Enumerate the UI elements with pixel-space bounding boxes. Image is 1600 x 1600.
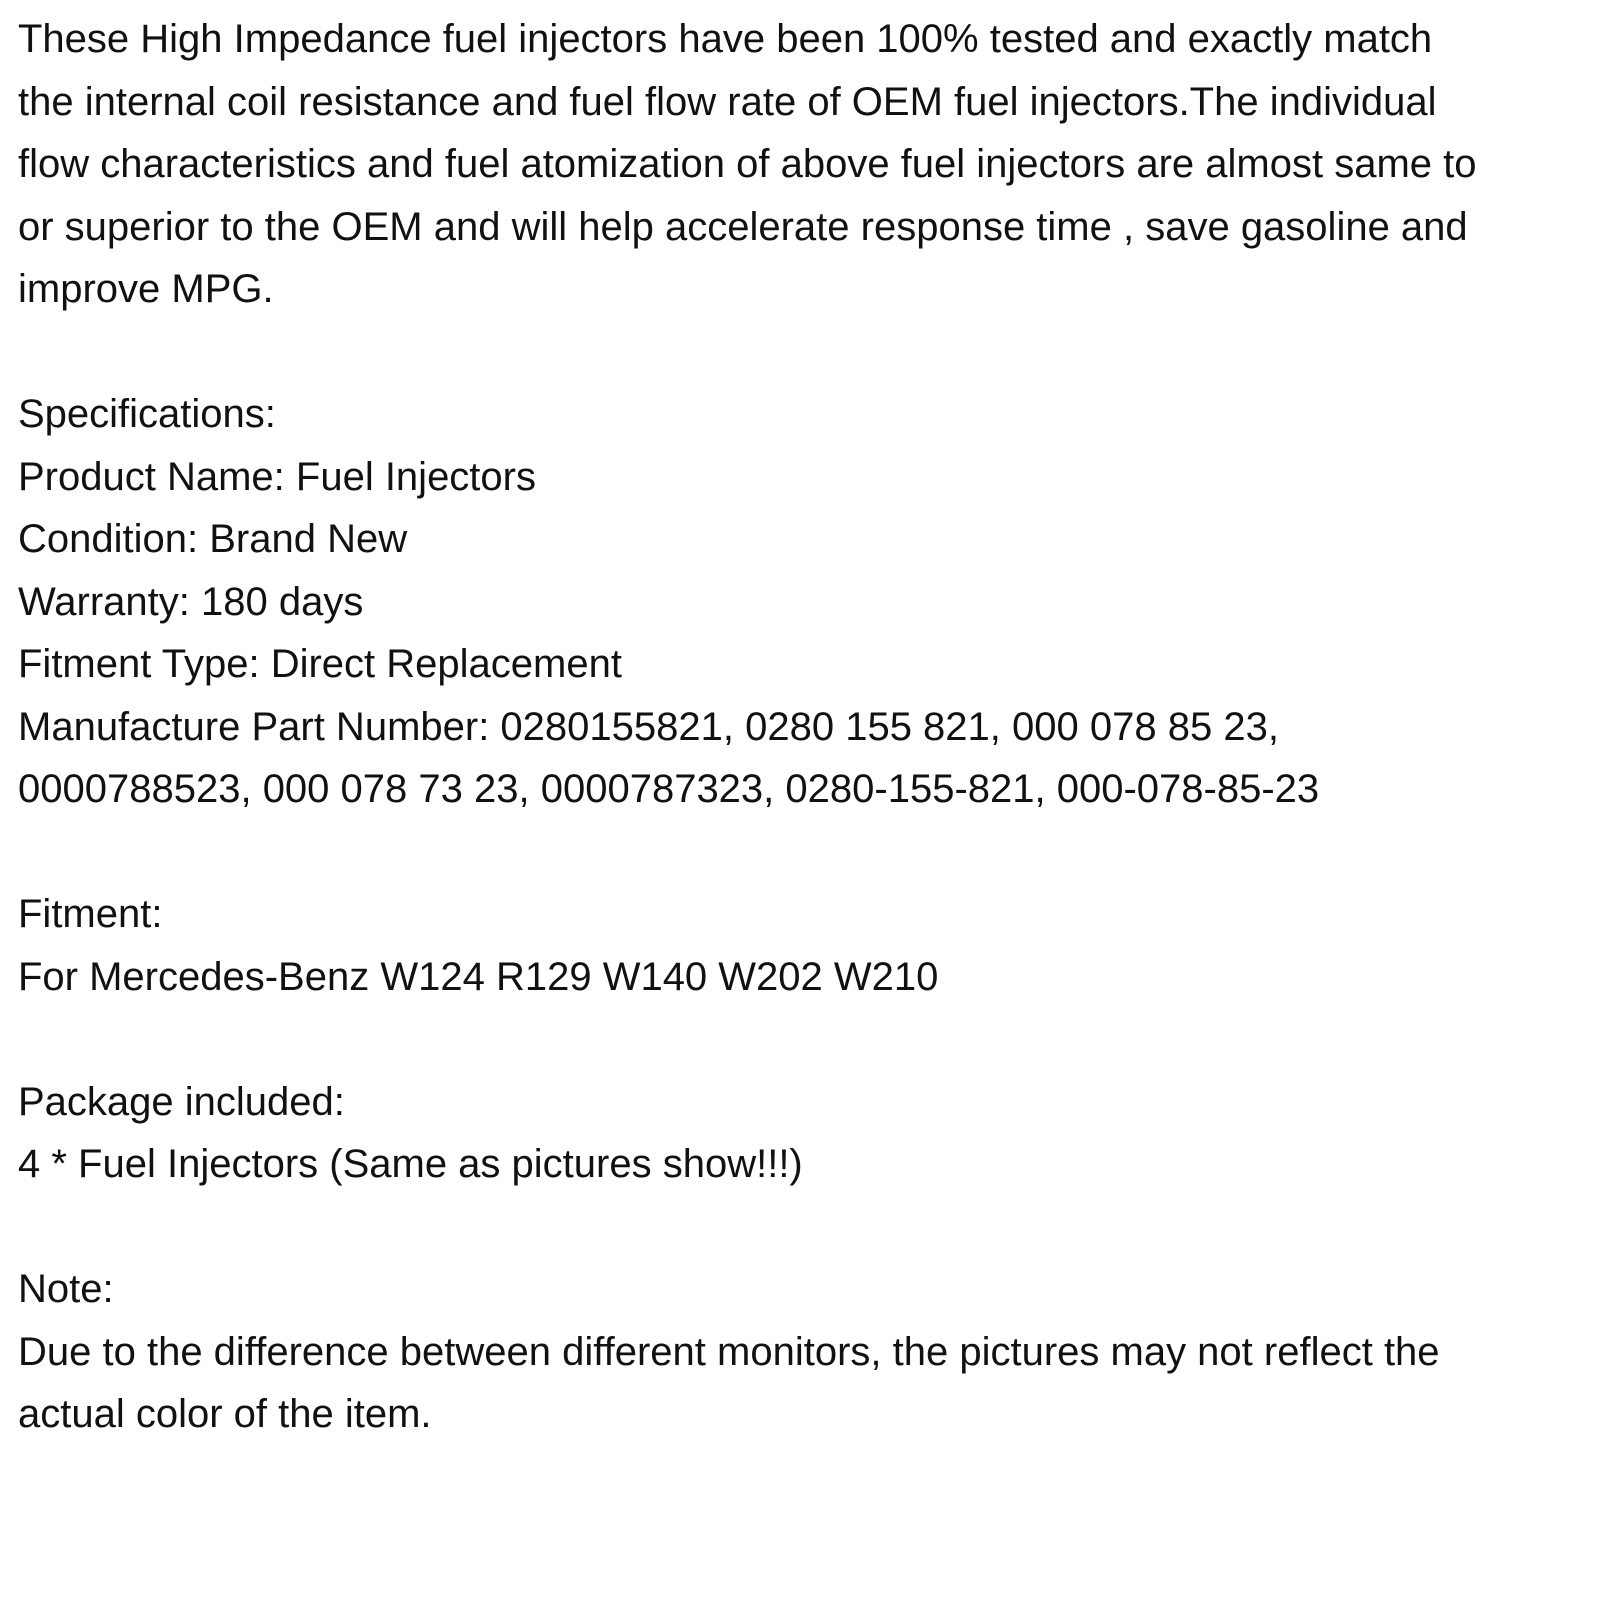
fitment-heading: Fitment: <box>18 892 163 936</box>
note-section <box>18 1258 1588 1446</box>
spec-product-name: Product Name: Fuel Injectors <box>18 454 536 499</box>
paragraph-spacer <box>18 821 1588 884</box>
specifications-heading: Specifications: <box>18 392 276 436</box>
paragraph-spacer <box>18 321 1588 384</box>
intro-line: the internal coil resistance and fuel flow rate of OEM fuel injectors.The individual <box>18 79 1437 124</box>
note-line: Due to the difference between different monitors, the pictures may not reflect the <box>18 1329 1440 1374</box>
specifications-section <box>18 383 1588 821</box>
intro-paragraph <box>18 8 1588 321</box>
package-section <box>18 1071 1588 1196</box>
intro-line: These High Impedance fuel injectors have been 100% tested and exactly match <box>18 17 1433 61</box>
intro-line: or superior to the OEM and will help accelerate response time , save gasoline and <box>18 204 1468 249</box>
paragraph-spacer <box>18 1196 1588 1259</box>
package-heading: Package included: <box>18 1079 345 1124</box>
note-line: actual color of the item. <box>18 1392 432 1436</box>
product-description <box>18 8 1588 1446</box>
spec-fitment-type: Fitment Type: Direct Replacement <box>18 642 622 686</box>
fitment-vehicles: For Mercedes-Benz W124 R129 W140 W202 W210 <box>18 954 939 999</box>
fitment-section <box>18 883 1588 1008</box>
package-contents: 4 * Fuel Injectors (Same as pictures show!!!) <box>18 1142 803 1186</box>
intro-line: improve MPG. <box>18 267 274 311</box>
spec-condition: Condition: Brand New <box>18 517 408 561</box>
note-heading: Note: <box>18 1267 114 1311</box>
spec-part-numbers: Manufacture Part Number: 0280155821, 0280 155 821, 000 078 85 23, <box>18 704 1279 749</box>
spec-warranty: Warranty: 180 days <box>18 579 364 624</box>
spec-part-numbers-continued: 0000788523, 000 078 73 23, 0000787323, 0280-155-821, 000-078-85-23 <box>18 767 1320 811</box>
intro-line: flow characteristics and fuel atomization of above fuel injectors are almost same to <box>18 142 1477 186</box>
paragraph-spacer <box>18 1008 1588 1071</box>
